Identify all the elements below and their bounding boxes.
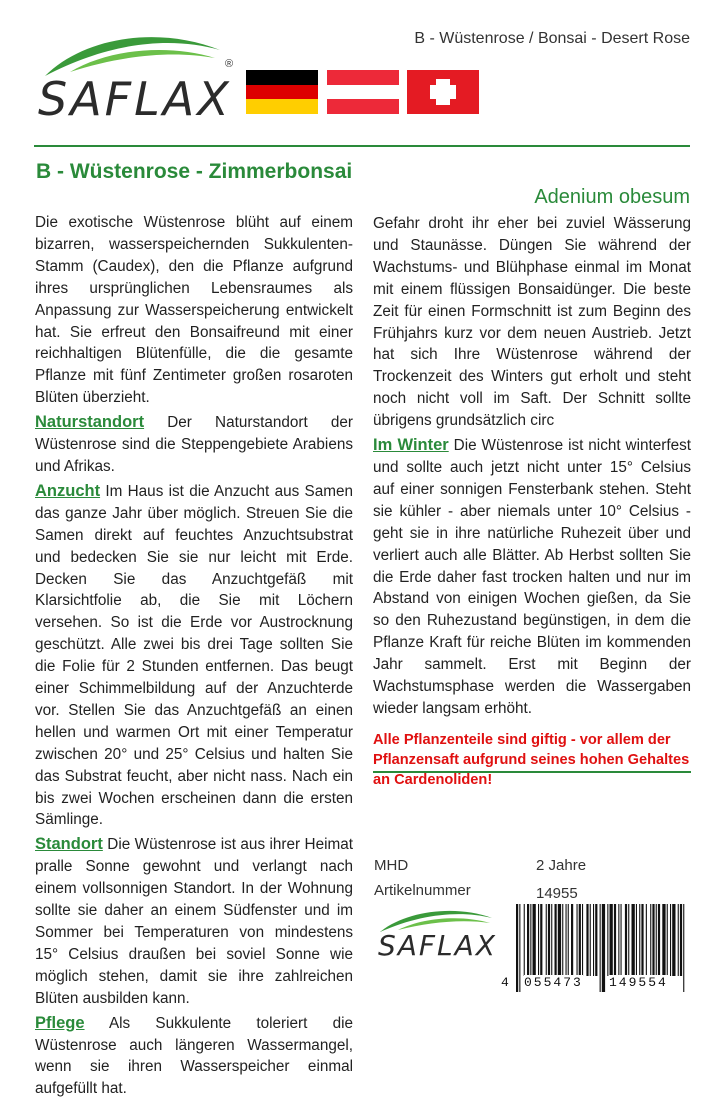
section-heading: Im Winter: [373, 436, 449, 455]
toxicity-warning: Alle Pflanzenteile sind giftig - vor allem der Pflanzensaft aufgrund seines hohen Gehaltes an Cardenoliden!: [373, 731, 690, 788]
left-column: [35, 212, 353, 1103]
info-divider: [373, 771, 691, 773]
section-standort: [35, 834, 353, 1009]
logo-text: SAFLAX: [378, 929, 497, 962]
section-pflege: [35, 1013, 353, 1101]
barcode-digit: 4: [501, 975, 509, 990]
section-text: Die Wüstenrose ist nicht winterfest und sollte auch jetzt nicht unter 15° Celsius auf einer sonnigen Fensterbank stehen. Steht sie kühler - aber niemals unter 10° Celsius - geht sie in ihre natürliche Ruhezeit über und verliert auch alle Blätter. Ab Herbst sollten Sie die Erde daher fast trocken halten und nur im Abstand von einigen Wochen gießen, da Sie so den Ruhezustand begünstigen, in dem die Pflanze Kraft für reiche Blüten im kommenden Jahr sammelt. Erst mit Beginn der Wachstumsphase werden die Wassergaben wieder langsam erhöht.: [373, 437, 691, 717]
section-heading: Naturstandort: [35, 413, 145, 432]
flag-germany-icon: [246, 70, 318, 114]
page-title: B - Wüstenrose - Zimmerbonsai: [36, 160, 353, 183]
saflax-logo-small: [372, 906, 500, 966]
article-number-label: Artikelnummer: [374, 882, 471, 899]
section-text: Der Naturstandort der Wüstenrose sind die Steppengebiete Arabiens und Afrikas.: [35, 414, 353, 475]
flag-switzerland-icon: [407, 70, 479, 114]
flag-austria-icon: [327, 70, 399, 114]
right-column: [373, 213, 691, 793]
latin-name: Adenium obesum: [534, 186, 690, 208]
saflax-logo: [30, 28, 240, 126]
section-heading: Standort: [35, 835, 103, 854]
section-text: Die Wüstenrose ist aus ihrer Heimat pralle Sonne gewohnt und verlangt nach einem vollsonnigen Standort. In der Wohnung sollte sie daher an einem Südfenster und im Sommer bei Temperaturen von mindestens 15° Celsius draußen bei soviel Sonne wie möglich stehen, damit sie ihre zahlreichen Blüten ausbilden kann.: [35, 836, 353, 1007]
registered-mark: ®: [225, 58, 234, 70]
section-naturstandort: [35, 412, 353, 478]
section-text: Als Sukkulente toleriert die Wüstenrose auch längeren Wassermangel, wenn sie ihren Wasserspeicher einmal aufgefüllt hat.: [35, 1014, 354, 1098]
intro-paragraph: Die exotische Wüstenrose blüht auf einem bizarren, wasserspeichernden Sukkulenten-Stamm (Caudex), den die Pflanze aufgrund ihres ursprünglichen Lebensraumes als Anpassung zur Wasserspeicherung entwickelt hat. Sie erfreut den Bonsaifreund mit einer reichhaltigen Blütenfülle, die die gesamte Pflanze mit fünf Zentimeter großen rosaroten Blüten überzieht.: [35, 214, 353, 407]
mhd-value: 2 Jahre: [536, 857, 587, 874]
pflege-continued: Gefahr droht ihr eher bei zuviel Wässerung und Staunässe. Düngen Sie während der Wachstums- und Blühphase einmal im Monat mit einem flüssigen Bonsaidünger. Die beste Zeit für einen Formschnitt ist zum Beginn des Frühjahrs kurz vor dem neuen Austrieb. Jetzt hat sich Ihre Wüstenrose während der Trockenzeit des Winters gut erholt und steht noch nicht voll im Saft. Der Schnitt sollte übrigens grundsätzlich circ: [373, 215, 691, 430]
barcode-group-left: 055473: [524, 975, 583, 990]
article-number-value: 14955: [536, 885, 578, 902]
section-heading: Pflege: [35, 1013, 85, 1032]
mhd-label: MHD: [374, 857, 409, 874]
section-heading: Anzucht: [35, 481, 101, 500]
logo-text: SAFLAX: [38, 72, 232, 126]
section-text: Im Haus ist die Anzucht aus Samen das ganze Jahr über möglich. Streuen Sie die Samen direkt auf feuchtes Anzuchtsubstrat und bedecken Sie sie nur leicht mit Erde. Decken Sie das Anzuchtgefäß mit Klarsichtfolie ab, die Sie mit Löchern versehen. So ist die Erde vor Austrocknung geschützt. Alle zwei bis drei Tage sollten Sie die Folie für 2 Stunden entfernen. Das beugt einer Schimmelbildung auf der Anzuchterde vor. Stellen Sie das Anzuchtgefäß an einen hellen und warmen Ort mit einer Temperatur zwischen 20° und 25° Celsius und halten Sie das Substrat feucht, aber nicht nass. Nach ein bis zwei Wochen erscheinen dann die ersten Sämlinge.: [35, 482, 353, 829]
section-anzucht: [35, 481, 353, 832]
barcode-group-right: 149554: [609, 975, 668, 990]
top-divider: [34, 145, 690, 147]
header-product-name: B - Wüstenrose / Bonsai - Desert Rose: [414, 30, 690, 47]
section-winter: [373, 435, 691, 720]
